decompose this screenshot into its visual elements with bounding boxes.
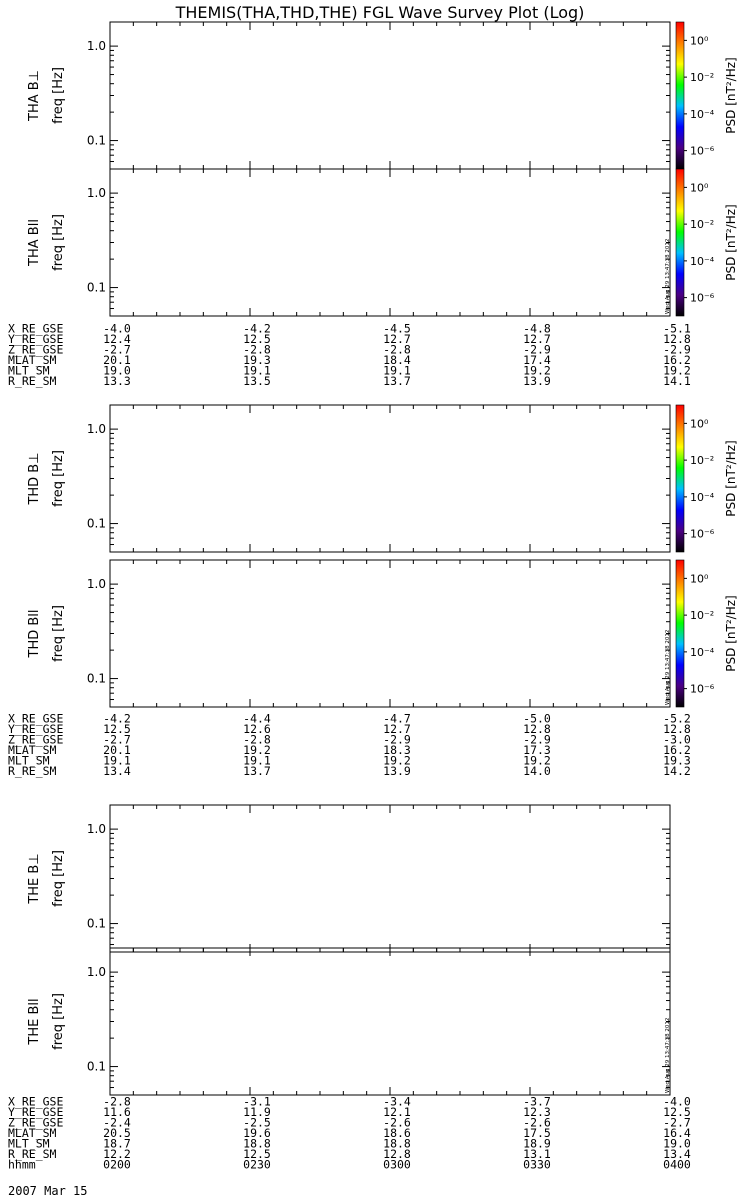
spectrogram-panel-thd-bpar	[27, 560, 671, 707]
ephemeris-value: -3.1	[243, 1094, 271, 1109]
ephemeris-value: 18.7	[103, 1136, 131, 1151]
ephemeris-value: 13.4	[103, 764, 131, 778]
ephemeris-row-name: Z_RE_GSE	[8, 1115, 64, 1130]
ephemeris-value: 18.8	[383, 1136, 411, 1151]
ephemeris-value: 12.6	[243, 722, 271, 736]
ephemeris-value: 13.1	[523, 1147, 551, 1161]
panel-frame	[110, 169, 670, 316]
ephemeris-value: -4.2	[103, 711, 131, 726]
spectrogram-panel-thd-bperp	[27, 405, 670, 552]
freq-axis-label: freq [Hz]	[51, 214, 66, 271]
y-tick-label: 1.0	[86, 39, 106, 54]
panel-label: THA Bll	[27, 219, 42, 266]
ephemeris-value: 19.2	[383, 753, 411, 768]
ephemeris-value: -4.0	[663, 1094, 691, 1109]
ephemeris-value: 12.8	[523, 722, 551, 736]
colorbar-gradient	[676, 22, 684, 169]
date-label: 2007 Mar 15	[8, 1184, 88, 1198]
ephemeris-row-name: MLT_SM	[8, 363, 50, 378]
colorbar-tick-label: 10⁻⁴	[690, 254, 715, 268]
panel-label: THA B⊥	[27, 70, 42, 121]
ephemeris-value: 12.2	[103, 1147, 131, 1161]
colorbar-label: PSD [nT²/Hz]	[724, 204, 738, 281]
ephemeris-value: 13.3	[103, 374, 131, 388]
ephemeris-value: -5.2	[663, 711, 691, 726]
ephemeris-value: 14.2	[663, 764, 691, 778]
ephemeris-value: -2.9	[523, 342, 551, 357]
y-tick-label: 1.0	[86, 577, 106, 592]
y-tick-label: 1.0	[86, 965, 106, 980]
ephemeris-value: 0300	[383, 1157, 411, 1172]
ephemeris-value: 17.5	[523, 1126, 551, 1140]
ephemeris-row-name: MLAT_SM	[8, 1126, 57, 1140]
ephemeris-value: -4.8	[523, 321, 551, 336]
y-tick-label: 0.1	[86, 1059, 106, 1074]
y-tick-label: 0.1	[86, 280, 106, 295]
freq-axis-label: freq [Hz]	[51, 850, 66, 907]
ephemeris-value: 16.2	[663, 353, 691, 367]
ephemeris-row-name: R_RE_SM	[8, 764, 57, 778]
ephemeris-row-name: MLAT_SM	[8, 353, 57, 367]
creation-timestamp: Wed Aug 29 13:47:38 2012	[665, 1017, 671, 1093]
ephemeris-value: -2.6	[523, 1115, 551, 1130]
ephemeris-value: -2.8	[103, 1094, 131, 1109]
creation-timestamp: Wed Aug 29 13:47:38 2012	[665, 238, 671, 314]
y-tick-label: 1.0	[86, 822, 106, 837]
y-tick-label: 1.0	[86, 186, 106, 201]
ephemeris-value: 20.5	[103, 1126, 131, 1140]
colorbar-tick-label: 10⁻²	[690, 609, 715, 623]
ephemeris-row-name: R_RE_SM	[8, 374, 57, 388]
ephemeris-value: 12.5	[243, 1147, 271, 1161]
ephemeris-value: -4.0	[103, 321, 131, 336]
colorbar-tick-label: 10⁻⁴	[690, 107, 715, 121]
ephemeris-row-name: Z_RE_GSE	[8, 342, 64, 357]
ephemeris-value: 19.3	[663, 753, 691, 768]
ephemeris-value: -3.0	[663, 732, 691, 747]
colorbar-thd-bpar	[676, 560, 738, 707]
ephemeris-value: 16.4	[663, 1126, 691, 1140]
ephemeris-value: 13.9	[523, 374, 551, 388]
ephemeris-value: 17.3	[523, 743, 551, 757]
ephemeris-value: 12.8	[383, 1147, 411, 1161]
ephemeris-value: -2.7	[663, 1115, 691, 1130]
ephemeris-value: -4.2	[243, 321, 271, 336]
ephemeris-value: 19.2	[243, 743, 271, 757]
ephemeris-row-name: X_RE_GSE	[8, 711, 64, 726]
creation-timestamp: Wed Aug 29 13:47:38 2012	[665, 629, 671, 705]
ephemeris-value: 19.2	[663, 363, 691, 378]
freq-axis-label: freq [Hz]	[51, 993, 66, 1050]
ephemeris-row-name: Z_RE_GSE	[8, 732, 64, 747]
ephemeris-value: 19.1	[103, 753, 131, 768]
panel-frame	[110, 22, 670, 169]
ephemeris-value: -4.7	[383, 711, 411, 726]
ephemeris-value: -2.8	[243, 732, 271, 747]
colorbar-tick-label: 10⁰	[690, 572, 709, 586]
ephemeris-value: -2.9	[663, 342, 691, 357]
colorbar-label: PSD [nT²/Hz]	[724, 595, 738, 672]
ephemeris-value: 19.1	[243, 753, 271, 768]
ephemeris-value: 12.5	[243, 332, 271, 346]
panel-label: THD B⊥	[27, 452, 42, 505]
colorbar-tick-label: 10⁰	[690, 181, 709, 195]
ephemeris-value: 19.3	[243, 353, 271, 367]
ephemeris-value: 19.2	[523, 753, 551, 768]
y-tick-label: 1.0	[86, 422, 106, 437]
ephemeris-value: 0330	[523, 1157, 551, 1172]
colorbar-tick-label: 10⁰	[690, 417, 709, 431]
ephemeris-row-name: Y_RE_GSE	[8, 722, 64, 736]
y-tick-label: 0.1	[86, 133, 106, 148]
colorbar-label: PSD [nT²/Hz]	[724, 57, 738, 134]
colorbar-tick-label: 10⁻⁴	[690, 490, 715, 504]
panels	[27, 22, 671, 1095]
ephemeris-value: 12.4	[103, 332, 131, 346]
ephemeris-value: 20.1	[103, 353, 131, 367]
ephemeris-row-name: Y_RE_GSE	[8, 332, 64, 346]
ephemeris-value: 19.6	[243, 1126, 271, 1140]
colorbar-label: PSD [nT²/Hz]	[724, 440, 738, 517]
ephemeris-value: 19.1	[243, 363, 271, 378]
figure-title: THEMIS(THA,THD,THE) FGL Wave Survey Plot (Log)	[175, 3, 585, 22]
ephemeris-value: 17.4	[523, 353, 551, 367]
ephemeris-value: 19.0	[103, 363, 131, 378]
ephemeris-value: -4.4	[243, 711, 271, 726]
freq-axis-label: freq [Hz]	[51, 605, 66, 662]
colorbar-tick-label: 10⁻⁶	[690, 682, 715, 696]
ephemeris-value: -2.4	[103, 1115, 131, 1130]
freq-axis-label: freq [Hz]	[51, 67, 66, 124]
ephemeris-value: -3.4	[383, 1094, 411, 1109]
colorbar-tick-label: 10⁻²	[690, 71, 715, 85]
y-tick-label: 0.1	[86, 516, 106, 531]
ephemeris-value: 13.4	[663, 1147, 691, 1161]
ephemeris-value: 18.4	[383, 353, 411, 367]
colorbar-tha-bperp	[676, 22, 738, 169]
colorbar-tick-label: 10⁻⁶	[690, 144, 715, 158]
ephemeris-value: 0230	[243, 1157, 271, 1172]
ephemeris-value: 19.1	[383, 363, 411, 378]
ephemeris-row-name: Y_RE_GSE	[8, 1105, 64, 1119]
ephemeris-row-name: X_RE_GSE	[8, 1094, 64, 1109]
ephemeris-row-name: X_RE_GSE	[8, 321, 64, 336]
ephemeris-value: 16.2	[663, 743, 691, 757]
panel-frame	[110, 560, 670, 707]
ephemeris-row-name: R_RE_SM	[8, 1147, 57, 1161]
y-tick-label: 0.1	[86, 671, 106, 686]
colorbar-tick-label: 10⁻²	[690, 218, 715, 232]
panel-frame	[110, 948, 670, 1095]
ephemeris-value: 12.1	[383, 1105, 411, 1119]
ephemeris-value: 18.8	[243, 1136, 271, 1151]
ephemeris-value: 0200	[103, 1157, 131, 1172]
colorbar-tick-label: 10⁻⁶	[690, 527, 715, 541]
ephemeris-row-name: hhmm	[8, 1157, 36, 1172]
ephemeris-value: 14.0	[523, 764, 551, 778]
ephemeris-value: 18.9	[523, 1136, 551, 1151]
ephemeris-row-name: MLT_SM	[8, 753, 50, 768]
ephemeris-value: 11.9	[243, 1105, 271, 1119]
colorbar-tick-label: 10⁰	[690, 34, 709, 48]
colorbar-tha-bpar	[676, 169, 738, 316]
ephemeris-value: 13.5	[243, 374, 271, 388]
ephemeris-value: 13.7	[383, 374, 411, 388]
ephemeris-row-name: MLT_SM	[8, 1136, 50, 1151]
ephemeris-value: 11.6	[103, 1105, 131, 1119]
ephemeris-value: 12.5	[103, 722, 131, 736]
ephemeris-value: 0400	[663, 1157, 691, 1172]
panel-frame	[110, 405, 670, 552]
ephemeris-value: 18.3	[383, 743, 411, 757]
panel-label: THE B⊥	[27, 853, 42, 904]
ephemeris-row-name: MLAT_SM	[8, 743, 57, 757]
ephemeris-value: 19.2	[523, 363, 551, 378]
ephemeris-value: -4.5	[383, 321, 411, 336]
colorbar-gradient	[676, 405, 684, 552]
ephemeris-value: -2.7	[103, 342, 131, 357]
ephemeris-value: -2.9	[383, 732, 411, 747]
ephemeris-value: 18.6	[383, 1126, 411, 1140]
colorbar-tick-label: 10⁻²	[690, 454, 715, 468]
ephemeris-value: 20.1	[103, 743, 131, 757]
ephemeris-value: -2.8	[383, 342, 411, 357]
ephemeris-value: -5.1	[663, 321, 691, 336]
ephemeris-tha	[8, 322, 691, 389]
ephemeris-value: 12.7	[383, 332, 411, 346]
ephemeris-value: -5.0	[523, 711, 551, 726]
spectrogram-panel-the-bpar	[27, 948, 671, 1095]
panel-label: THD Bll	[27, 609, 42, 658]
ephemeris-value: -2.6	[383, 1115, 411, 1130]
ephemeris-value: 19.0	[663, 1136, 691, 1151]
ephemeris-value: -2.9	[523, 732, 551, 747]
ephemeris-value: 14.1	[663, 374, 691, 388]
spectrogram-panel-tha-bpar	[27, 169, 671, 316]
ephemeris-value: 12.5	[663, 1105, 691, 1119]
spectrogram-panel-tha-bperp	[27, 22, 670, 169]
colorbar-gradient	[676, 560, 684, 707]
ephemeris-value: -3.7	[523, 1094, 551, 1109]
ephemeris-value: 13.7	[243, 764, 271, 778]
ephemeris-thd	[8, 712, 691, 779]
colorbar-gradient	[676, 169, 684, 316]
panel-frame	[110, 805, 670, 952]
ephemeris-the	[8, 1095, 691, 1172]
colorbar-tick-label: 10⁻⁶	[690, 291, 715, 305]
ephemeris-value: 12.8	[663, 332, 691, 346]
colorbar-tick-label: 10⁻⁴	[690, 645, 715, 659]
spectrogram-panel-the-bperp	[27, 805, 670, 952]
ephemeris-value: 12.8	[663, 722, 691, 736]
ephemeris-value: 12.3	[523, 1105, 551, 1119]
ephemeris-value: 12.7	[523, 332, 551, 346]
ephemeris-value: 13.9	[383, 764, 411, 778]
freq-axis-label: freq [Hz]	[51, 450, 66, 507]
y-tick-label: 0.1	[86, 916, 106, 931]
ephemeris-value: -2.8	[243, 342, 271, 357]
colorbar-thd-bperp	[676, 405, 738, 552]
ephemeris-value: 12.7	[383, 722, 411, 736]
ephemeris-value: -2.5	[243, 1115, 271, 1130]
ephemeris-value: -2.7	[103, 732, 131, 747]
panel-label: THE Bll	[27, 998, 42, 1045]
